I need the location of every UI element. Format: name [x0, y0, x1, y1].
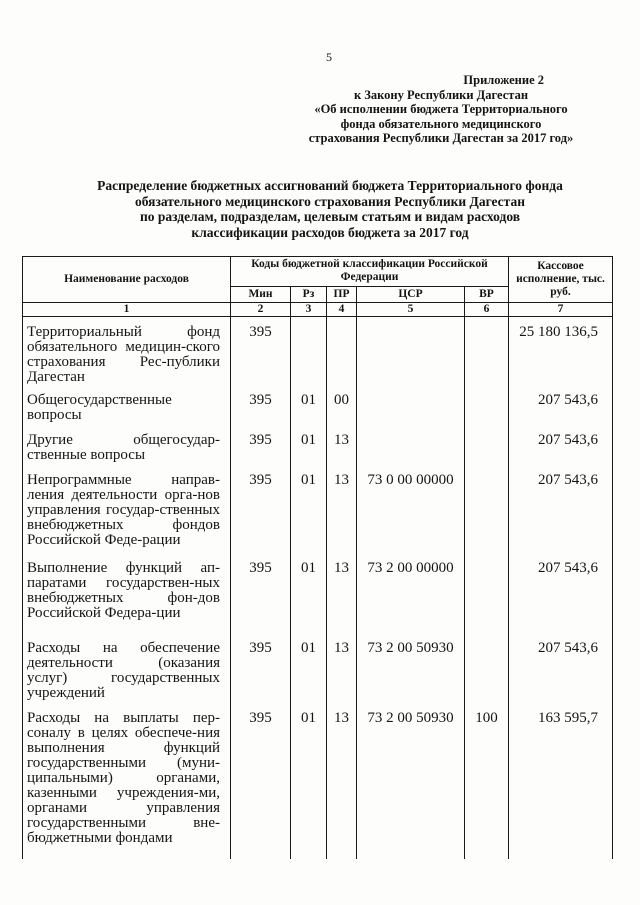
row-rz: 01 — [291, 703, 327, 859]
row-rz — [291, 317, 327, 386]
row-min: 395 — [231, 553, 291, 633]
row-csr: 73 2 00 50930 — [357, 703, 465, 859]
row-min: 395 — [231, 703, 291, 859]
title-line: обязательного медицинского страхования Республики Дагестан — [135, 193, 525, 209]
row-csr: 73 2 00 00000 — [357, 553, 465, 633]
table-row — [23, 385, 613, 425]
page-number: 5 — [326, 50, 332, 64]
row-rz: 01 — [291, 385, 327, 425]
table-row — [23, 317, 613, 386]
header-vr: ВР — [465, 286, 509, 302]
appendix-line: страхования Республики Дагестан за 2017 год» — [308, 131, 574, 145]
row-name: Непрограммные направ-ления деятельности орга-нов управления государ-ственных внебюджетных фондов Российской Федe-рации — [23, 465, 231, 553]
budget-table — [22, 256, 613, 859]
row-min: 395 — [231, 425, 291, 465]
row-amount: 207 543,6 — [509, 633, 613, 703]
table-row — [23, 465, 613, 553]
row-name: Выполнение функций ап-паратами государствен-ных внебюджетных фон-дов Российской Федера-ции — [23, 553, 231, 633]
table-row — [23, 553, 613, 633]
column-number: 2 — [231, 303, 291, 317]
appendix-header — [276, 73, 606, 146]
header-csr: ЦСР — [357, 286, 465, 302]
row-pr: 13 — [327, 703, 357, 859]
row-rz: 01 — [291, 425, 327, 465]
row-csr: 73 2 00 50930 — [357, 633, 465, 703]
row-pr — [327, 317, 357, 386]
column-number-row — [23, 303, 613, 317]
row-name: Общегосударственные вопросы — [23, 385, 231, 425]
column-number: 5 — [357, 303, 465, 317]
row-vr — [465, 633, 509, 703]
row-amount: 207 543,6 — [509, 385, 613, 425]
appendix-line: Приложение 2 — [463, 73, 544, 87]
row-vr — [465, 465, 509, 553]
table-row — [23, 425, 613, 465]
row-csr — [357, 385, 465, 425]
row-csr: 73 0 00 00000 — [357, 465, 465, 553]
row-vr: 100 — [465, 703, 509, 859]
column-number: 6 — [465, 303, 509, 317]
row-csr — [357, 317, 465, 386]
row-amount: 25 180 136,5 — [509, 317, 613, 386]
row-vr — [465, 425, 509, 465]
appendix-line: фонда обязательного медицинского — [340, 116, 542, 131]
table-row — [23, 703, 613, 859]
header-amount: Кассовое исполнение, тыс. руб. — [509, 257, 613, 303]
row-vr — [465, 385, 509, 425]
title-line: Распределение бюджетных ассигнований бюджета Территориального фонда — [97, 178, 563, 193]
row-amount: 207 543,6 — [509, 465, 613, 553]
appendix-line: к Закону Республики Дагестан — [353, 87, 529, 102]
row-pr: 00 — [327, 385, 357, 425]
column-number: 3 — [291, 303, 327, 317]
row-rz: 01 — [291, 633, 327, 703]
row-amount: 207 543,6 — [509, 425, 613, 465]
row-name: Другие общегосудар-ственные вопросы — [23, 425, 231, 465]
row-pr: 13 — [327, 633, 357, 703]
column-number: 7 — [509, 303, 613, 317]
header-pr: ПР — [327, 286, 357, 302]
column-number: 1 — [23, 303, 231, 317]
column-number: 4 — [327, 303, 357, 317]
row-min: 395 — [231, 633, 291, 703]
row-amount: 163 595,7 — [509, 703, 613, 859]
row-csr — [357, 425, 465, 465]
row-name: Расходы на обеспечение деятельности (оказания услуг) государственных учреждений — [23, 633, 231, 703]
header-min: Мин — [231, 286, 291, 302]
row-pr: 13 — [327, 553, 357, 633]
row-name: Территориальный фонд обязательного медицин-ского страхования Рес-публики Дагестан — [23, 317, 231, 386]
row-vr — [465, 553, 509, 633]
appendix-line: «Об исполнении бюджета Территориального — [314, 102, 568, 116]
row-name: Расходы на выплаты пер-соналу в целях обеспече-ния выполнения функций государственными (муни-ципальными) органами, казенными учреждения-ми, органами управления государственными вне-бюджетными фондами — [23, 703, 231, 859]
row-vr — [465, 317, 509, 386]
row-min: 395 — [231, 465, 291, 553]
row-pr: 13 — [327, 425, 357, 465]
row-pr: 13 — [327, 465, 357, 553]
header-rz: Рз — [291, 286, 327, 302]
header-name: Наименование расходов — [23, 257, 231, 303]
title-line: классификации расходов бюджета за 2017 год — [191, 224, 469, 240]
header-codes: Коды бюджетной классификации Российской Федерации — [231, 257, 509, 287]
row-rz: 01 — [291, 465, 327, 553]
document-title — [40, 178, 620, 240]
row-amount: 207 543,6 — [509, 553, 613, 633]
table-row — [23, 633, 613, 703]
row-rz: 01 — [291, 553, 327, 633]
row-min: 395 — [231, 385, 291, 425]
title-line: по разделам, подразделам, целевым статьям и видам расходов — [139, 209, 521, 224]
row-min: 395 — [231, 317, 291, 386]
